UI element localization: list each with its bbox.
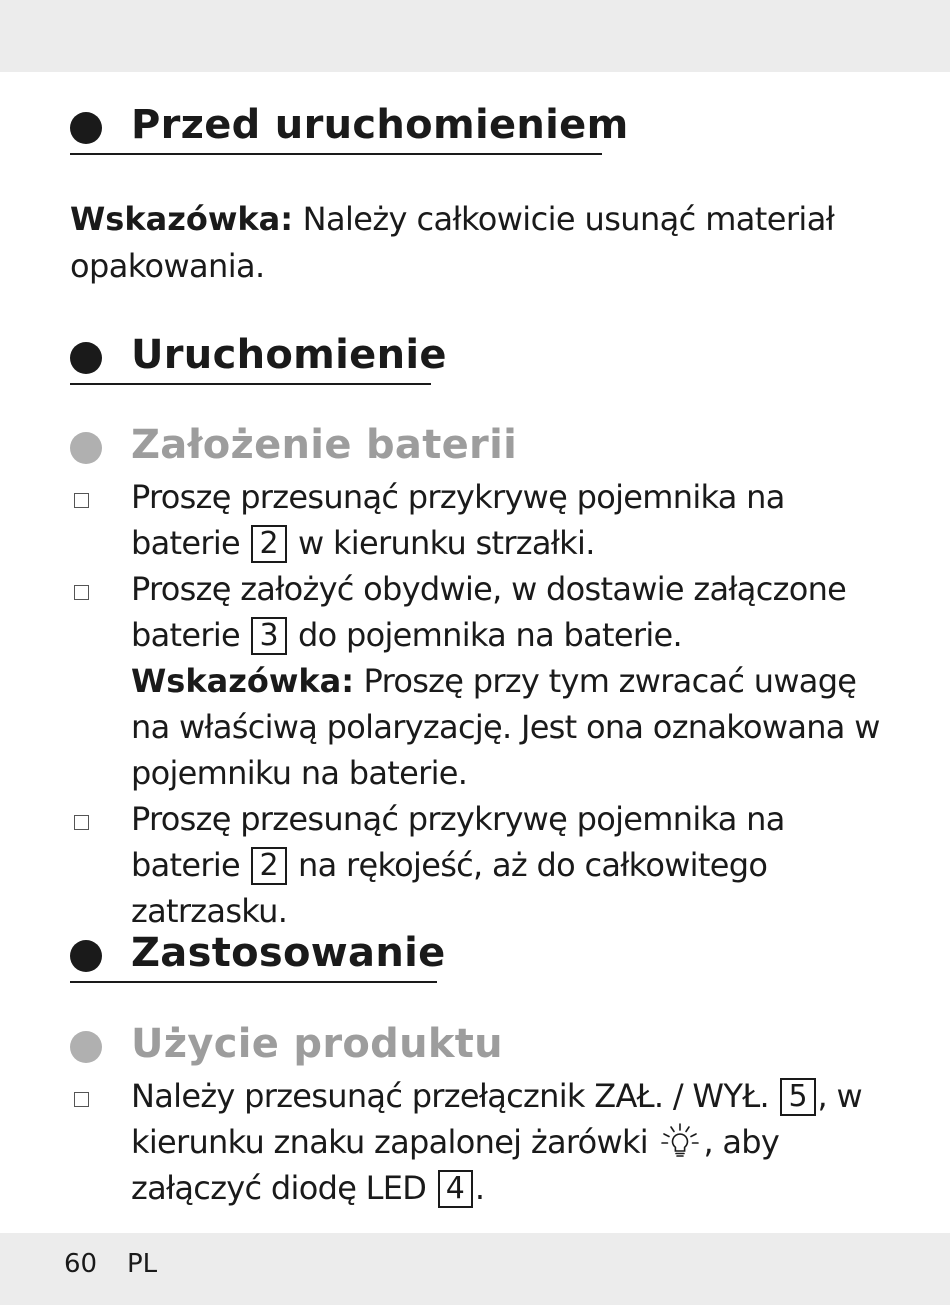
checkbox-square-icon (74, 493, 89, 508)
light-bulb-icon (657, 1121, 703, 1161)
text-segment: na rękojeść, aż do całkowitego zatrzasku. (131, 846, 768, 930)
language-code: PL (127, 1249, 158, 1279)
reference-number-box: 5 (780, 1078, 815, 1116)
note-text: Należy całkowicie usunąć materiał opakowania. (70, 200, 835, 285)
reference-number-box: 2 (251, 847, 286, 885)
note-paragraph (70, 196, 880, 290)
checkbox-square-icon (74, 815, 89, 830)
bullet-dot-icon (70, 432, 102, 464)
reference-number-box: 3 (251, 617, 286, 655)
list-item-text (131, 796, 891, 934)
subheading-text: Użycie produktu (131, 1021, 503, 1067)
heading-text: Zastosowanie (131, 930, 446, 976)
top-margin-band (0, 0, 950, 72)
subheading-text: Założenie baterii (131, 422, 518, 468)
list-item-text (131, 1073, 891, 1211)
bullet-dot-icon (70, 1031, 102, 1063)
heading-underline (70, 383, 431, 385)
page-number: 60 (64, 1249, 98, 1279)
bullet-dot-icon (70, 940, 102, 972)
reference-number-box: 2 (251, 525, 286, 563)
text-segment: Proszę założyć obydwie, w dostawie załączone baterie (131, 570, 847, 654)
bullet-dot-icon (70, 112, 102, 144)
text-segment: do pojemnika na baterie. (288, 616, 682, 654)
list-item-text (131, 474, 891, 566)
heading-text: Uruchomienie (131, 332, 447, 378)
checkbox-square-icon (74, 585, 89, 600)
text-segment: w kierunku strzałki. (288, 524, 595, 562)
heading-underline (70, 981, 437, 983)
checkbox-square-icon (74, 1092, 89, 1107)
note-label: Wskazówka: (131, 662, 355, 700)
heading-text: Przed uruchomieniem (131, 102, 629, 148)
reference-number-box: 4 (438, 1170, 473, 1208)
note-label: Wskazówka: (70, 200, 294, 238)
bullet-dot-icon (70, 342, 102, 374)
text-segment: , aby załączyć diodę LED (131, 1123, 780, 1207)
text-segment: . (474, 1169, 485, 1207)
heading-underline (70, 153, 602, 155)
text-segment: Proszę przesunąć przykrywę pojemnika na baterie (131, 478, 785, 562)
note-text: Proszę przy tym zwracać uwagę na właściwą polaryzację. Jest ona oznakowana w pojemniku na baterie. (131, 662, 880, 792)
text-segment: Proszę przesunąć przykrywę pojemnika na baterie (131, 800, 785, 884)
text-segment: , w kierunku znaku zapalonej żarówki (131, 1077, 862, 1161)
list-item-text (131, 566, 891, 796)
text-segment: Należy przesunąć przełącznik ZAŁ. / WYŁ. (131, 1077, 779, 1115)
